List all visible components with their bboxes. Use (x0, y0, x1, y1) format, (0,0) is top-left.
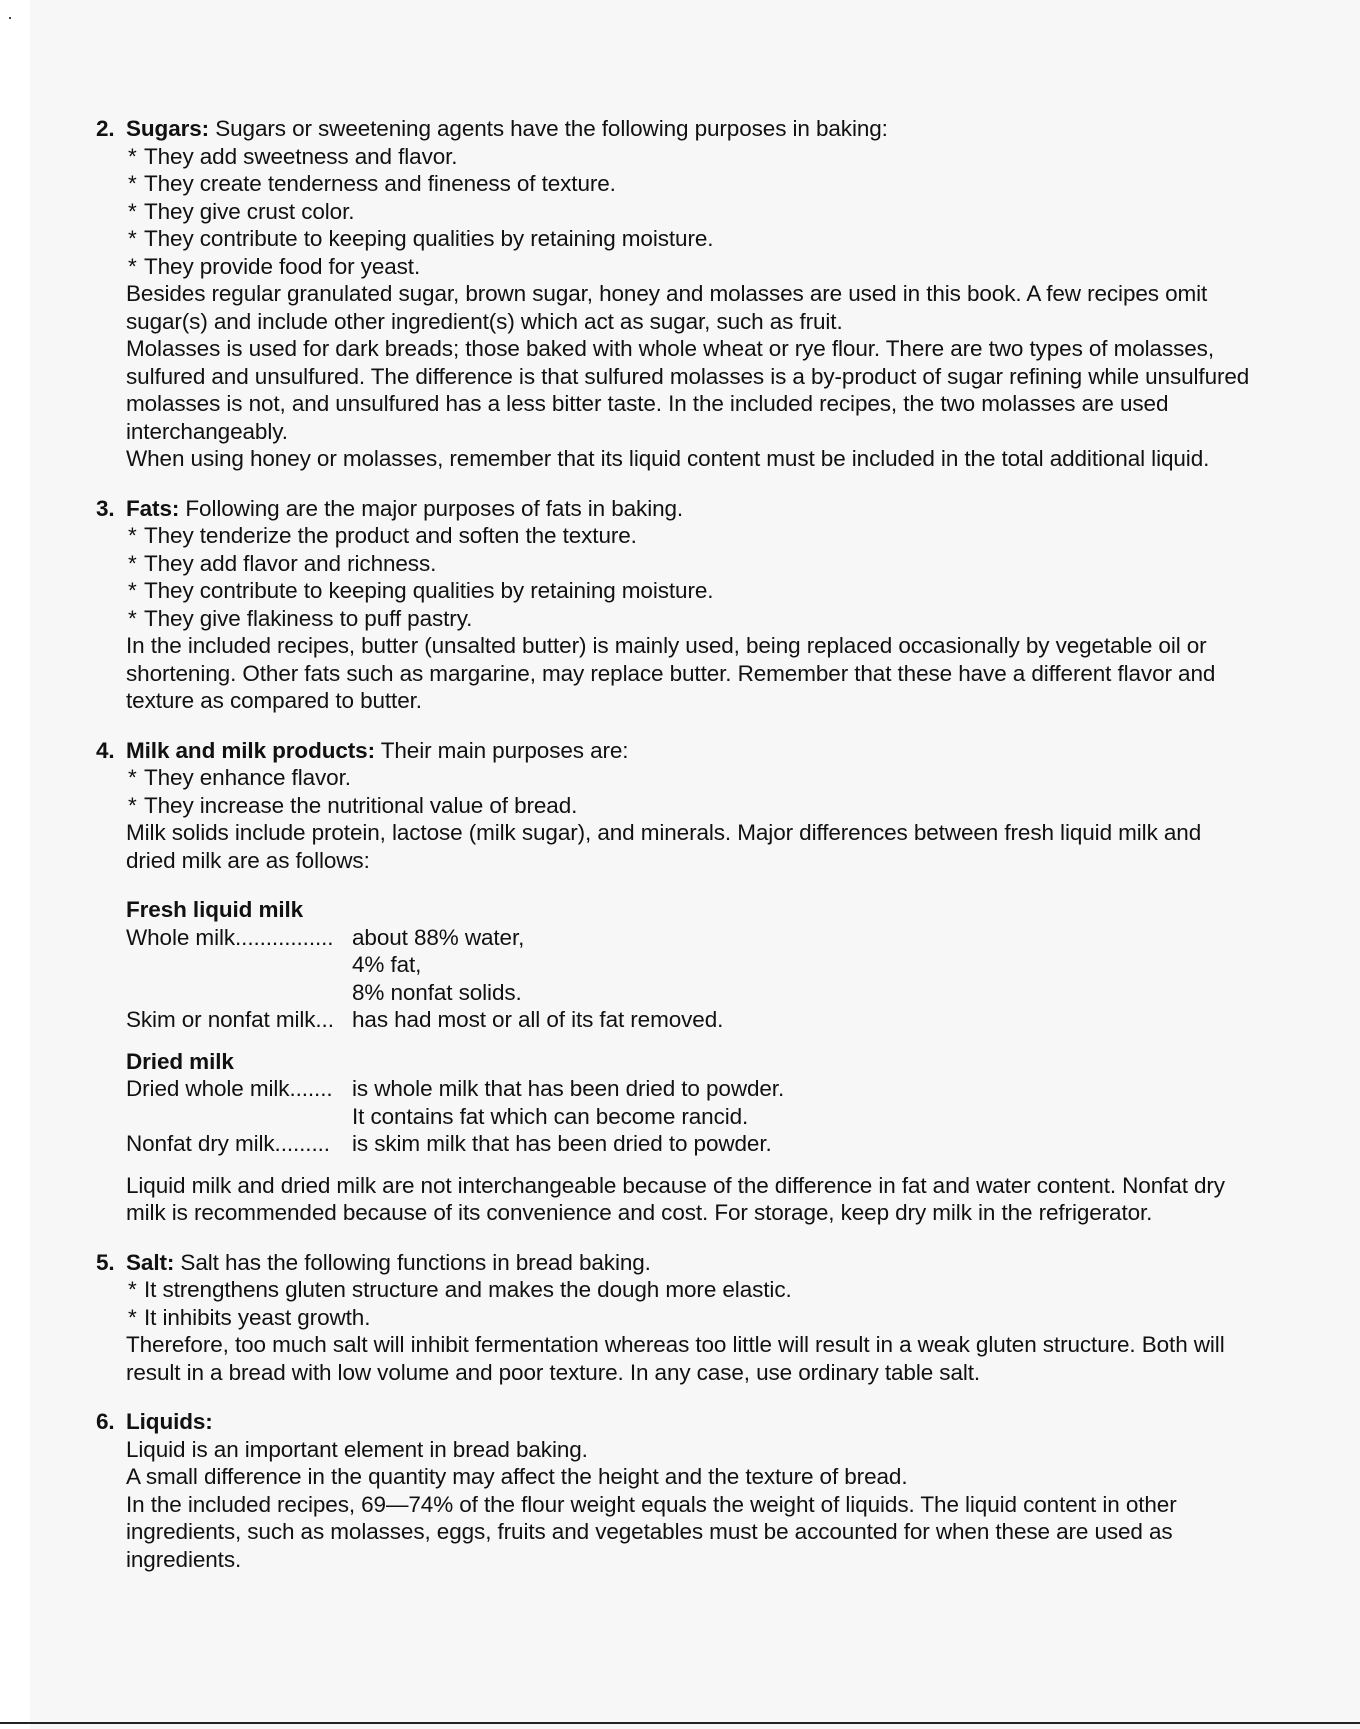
paragraph: Liquid milk and dried milk are not interchangeable because of the difference in fat and water content. Nonfat dry milk is recommended because of its convenience and cost. For storage, keep dry milk in the refrigerator. (126, 1172, 1225, 1225)
bullet-item (96, 522, 1346, 550)
paragraph: In the included recipes, butter (unsalted butter) is mainly used, being replaced occasionally by vegetable oil or shortening. Other fats such as margarine, may replace butter. Remember that these have a different flavor and texture as compared to butter. (126, 633, 1216, 713)
section-heading (96, 495, 1346, 523)
milk-term: Nonfat dry milk......... (126, 1131, 330, 1156)
milk-description: about 88% water, (352, 924, 525, 950)
bullet-marker: * (128, 226, 137, 251)
section-number: 2. (96, 116, 115, 141)
bullet-text: They provide food for yeast. (144, 253, 421, 279)
section-intro: Salt has the following functions in bread baking. (174, 1249, 651, 1275)
section-title: Salt: (126, 1249, 175, 1275)
paragraph: Besides regular granulated sugar, brown sugar, honey and molasses are used in this book. A few recipes omit sugar(s) and include other ingredient(s) which act as sugar, such as fruit. (126, 281, 1208, 334)
spacer (96, 874, 1346, 896)
bullet-item (96, 1276, 1346, 1304)
spacer (96, 1034, 1346, 1048)
scan-artifact-dot (9, 17, 11, 19)
bullet-marker: * (128, 253, 137, 279)
bullet-item (96, 170, 1346, 198)
section-title: Milk and milk products: (126, 737, 375, 763)
bullet-text: It strengthens gluten structure and makes the dough more elastic. (144, 1277, 792, 1302)
milk-term: Whole milk................ (126, 924, 334, 950)
paragraph: In the included recipes, 69—74% of the flour weight equals the weight of liquids. The liquid content in other ingredients, such as molasses, eggs, fruits and vegetables must be accounted for when these are used as ingredients. (126, 1491, 1177, 1572)
milk-definition-row (96, 1075, 1346, 1103)
paragraph: Milk solids include protein, lactose (milk sugar), and minerals. Major differences between fresh liquid milk and dried milk are as follows: (126, 820, 1202, 873)
bullet-text: They give crust color. (144, 198, 355, 224)
section-heading (96, 1408, 1346, 1436)
section-title: Sugars: (126, 116, 210, 141)
bullet-marker: * (128, 1304, 137, 1330)
bullet-item (96, 1304, 1346, 1332)
milk-description: is skim milk that has been dried to powder. (352, 1131, 772, 1156)
bullet-marker: * (128, 605, 137, 631)
dried-milk-heading: Dried milk (126, 1048, 234, 1074)
bullet-marker: * (128, 523, 137, 548)
document-body (96, 115, 1346, 1595)
section-heading (96, 1249, 1346, 1277)
milk-description: is whole milk that has been dried to powder. (352, 1076, 785, 1101)
bullet-item (96, 792, 1346, 820)
milk-description-continued: 4% fat, (352, 952, 422, 977)
milk-definition-row (96, 1130, 1346, 1158)
section-heading (96, 115, 1346, 143)
bullet-item (96, 605, 1346, 633)
section-fats (96, 495, 1346, 715)
bullet-text: They create tenderness and fineness of texture. (144, 171, 616, 196)
bullet-marker: * (128, 578, 137, 603)
fresh-milk-heading: Fresh liquid milk (126, 897, 304, 922)
section-salt (96, 1249, 1346, 1387)
paragraph: Therefore, too much salt will inhibit fermentation whereas too little will result in a weak gluten structure. Both will result in a bread with low volume and poor texture. In any case, use ordinary table salt. (126, 1332, 1225, 1385)
bullet-text: They tenderize the product and soften the texture. (144, 523, 637, 548)
bullet-item (96, 577, 1346, 605)
paragraph: Molasses is used for dark breads; those baked with whole wheat or rye flour. There are two types of molasses, sulfured and unsulfured. The difference is that sulfured molasses is a by-product of sugar refining while unsulfured molasses is not, and unsulfured has a less bitter taste. In the included recipes, the two molasses are used interchangeably. (126, 336, 1250, 444)
bullet-item (96, 764, 1346, 792)
section-sugars (96, 115, 1346, 473)
section-number: 3. (96, 495, 115, 521)
bullet-marker: * (128, 198, 137, 224)
bullet-marker: * (128, 143, 137, 169)
page-bottom-edge (0, 1722, 1360, 1724)
bullet-item (96, 143, 1346, 171)
section-number: 6. (96, 1409, 115, 1434)
bullet-marker: * (128, 792, 137, 818)
section-milk (96, 737, 1346, 1227)
section-intro: Following are the major purposes of fats in baking. (179, 495, 684, 521)
bullet-text: They contribute to keeping qualities by retaining moisture. (144, 226, 714, 251)
bullet-item (96, 253, 1346, 281)
bullet-text: They give flakiness to puff pastry. (144, 605, 473, 631)
section-heading (96, 737, 1346, 765)
bullet-marker: * (128, 1277, 137, 1302)
paragraph: Liquid is an important element in bread baking. (126, 1436, 588, 1462)
section-title: Liquids: (126, 1409, 213, 1434)
section-intro: Their main purposes are: (374, 737, 629, 763)
bullet-marker: * (128, 171, 137, 196)
section-number: 5. (96, 1249, 115, 1275)
bullet-item (96, 198, 1346, 226)
bullet-text: It inhibits yeast growth. (144, 1304, 371, 1330)
milk-term: Dried whole milk....... (126, 1076, 333, 1101)
bullet-marker: * (128, 765, 137, 790)
bullet-text: They add flavor and richness. (144, 550, 437, 576)
spacer (96, 1158, 1346, 1172)
paragraph: When using honey or molasses, remember that its liquid content must be included in the total additional liquid. (126, 446, 1210, 471)
bullet-item (96, 225, 1346, 253)
milk-term: Skim or nonfat milk... (126, 1007, 334, 1032)
bullet-text: They contribute to keeping qualities by retaining moisture. (144, 578, 714, 603)
bullet-text: They add sweetness and flavor. (144, 143, 458, 169)
bullet-item (96, 550, 1346, 578)
section-intro: Sugars or sweetening agents have the following purposes in baking: (209, 116, 888, 141)
section-liquids (96, 1408, 1346, 1573)
section-number: 4. (96, 737, 115, 763)
paragraph: A small difference in the quantity may affect the height and the texture of bread. (126, 1464, 908, 1489)
bullet-text: They enhance flavor. (144, 765, 351, 790)
bullet-text: They increase the nutritional value of bread. (144, 792, 578, 818)
bullet-marker: * (128, 550, 137, 576)
section-title: Fats: (126, 495, 180, 521)
milk-definition-row (96, 924, 1346, 952)
milk-description: has had most or all of its fat removed. (352, 1007, 724, 1032)
milk-description-continued: It contains fat which can become rancid. (352, 1103, 749, 1129)
milk-description-continued: 8% nonfat solids. (352, 979, 522, 1005)
milk-definition-row (96, 1006, 1346, 1034)
